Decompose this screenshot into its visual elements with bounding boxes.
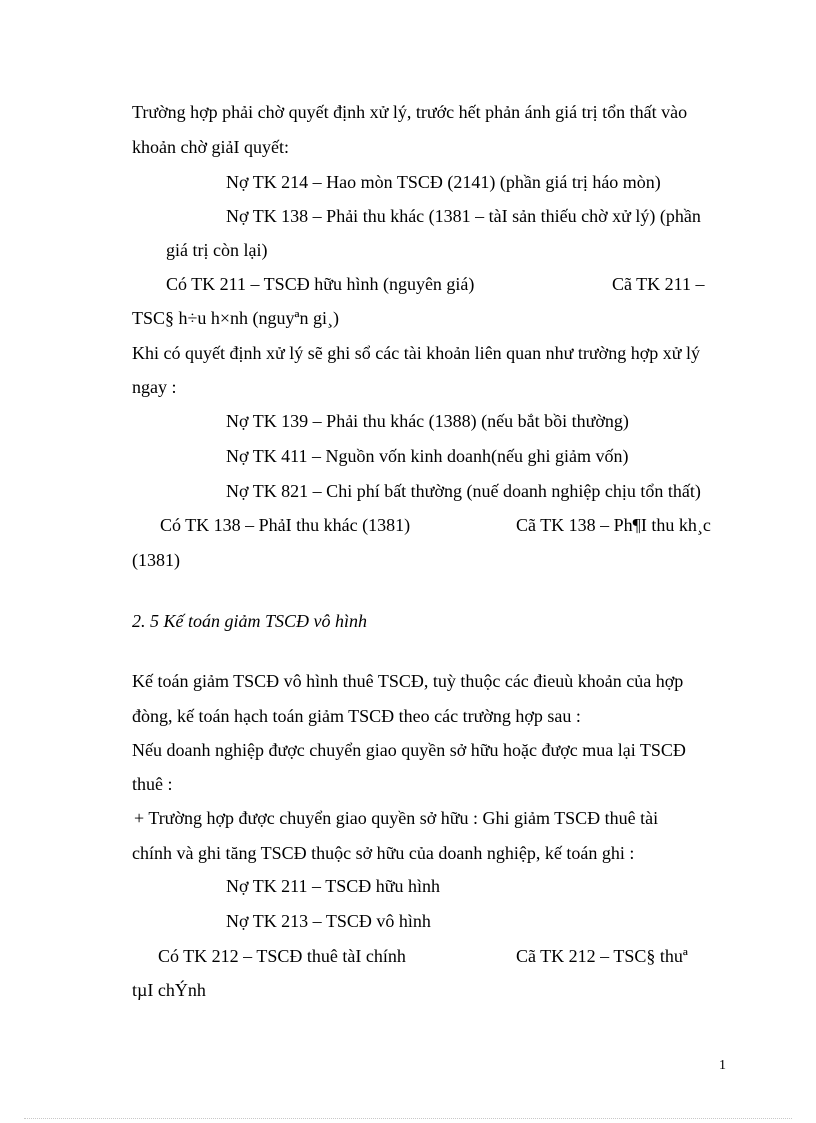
text-span: Trường hợp phải chờ quyết định xử lý, trước hết phản ánh giá trị tổn thất vào [132, 102, 688, 122]
entry-co-138-garbled-continued: (1381) [132, 550, 180, 570]
entry-co-211-garbled: Cã TK 211 – [612, 274, 705, 294]
text-span: Kế toán giảm TSCĐ vô hình thuê TSCĐ, tuỳ thuộc các đieuù khoản của hợp [132, 671, 684, 691]
entry-no-214: Nợ TK 214 – Hao mòn TSCĐ (2141) (phần giá trị háo mòn) [226, 172, 661, 192]
text-span: + Trường hợp được chuyển giao quyền sở hữu : Ghi giảm TSCĐ thuê tài [134, 808, 659, 828]
paragraph-1-line-1 [132, 100, 722, 124]
paragraph-3-line-1 [132, 669, 722, 693]
paragraph-3-line-2: đòng, kế toán hạch toán giảm TSCĐ theo các trường hợp sau : [132, 706, 581, 726]
entry-no-211: Nợ TK 211 – TSCĐ hữu hình [226, 876, 440, 896]
text-span: Khi có quyết định xử lý sẽ ghi sổ các tài khoản liên quan như trường hợp xử lý [132, 343, 700, 363]
entry-co-212-garbled: Cã TK 212 – TSC§ thuª [516, 946, 688, 966]
entry-co-212: Có TK 212 – TSCĐ thuê tàI chính [158, 946, 406, 966]
paragraph-1-line-2: khoản chờ giảI quyết: [132, 137, 289, 157]
paragraph-2-line-1 [132, 341, 722, 365]
paragraph-3-line-3 [132, 738, 722, 762]
paragraph-2-line-2: ngay : [132, 377, 177, 397]
entry-co-212-garbled-continued: tµI chÝnh [132, 980, 206, 1000]
section-heading: 2. 5 Kế toán giảm TSCĐ vô hình [132, 611, 368, 631]
paragraph-3-line-6: chính và ghi tăng TSCĐ thuộc sở hữu của doanh nghiệp, kế toán ghi : [132, 843, 635, 863]
page-bottom-divider [24, 1118, 792, 1119]
paragraph-3-line-4: thuê : [132, 774, 173, 794]
entry-co-138-garbled: Cã TK 138 – Ph¶I thu kh¸c [516, 515, 711, 535]
page-number: 1 [719, 1058, 726, 1073]
entry-no-213: Nợ TK 213 – TSCĐ vô hình [226, 911, 431, 931]
paragraph-3-line-5 [134, 806, 722, 830]
entry-co-211-garbled-continued: TSC§ h÷u h×nh (nguyªn gi¸) [132, 308, 339, 328]
entry-no-411: Nợ TK 411 – Nguồn vốn kinh doanh(nếu ghi giảm vốn) [226, 446, 629, 466]
entry-co-211: Có TK 211 – TSCĐ hữu hình (nguyên giá) [166, 274, 475, 294]
entry-co-138: Có TK 138 – PhảI thu khác (1381) [160, 515, 411, 535]
entry-no-138: Nợ TK 138 – Phải thu khác (1381 – tàI sản thiếu chờ xử lý) (phần [226, 206, 701, 226]
entry-no-821: Nợ TK 821 – Chi phí bất thường (nuế doanh nghiệp chịu tổn thất) [226, 481, 701, 501]
entry-no-139: Nợ TK 139 – Phải thu khác (1388) (nếu bắt bồi thường) [226, 411, 629, 431]
text-span: Nếu doanh nghiệp được chuyển giao quyền sở hữu hoặc được mua lại TSCĐ [132, 740, 686, 760]
entry-no-138-continued: giá trị còn lại) [166, 240, 268, 260]
